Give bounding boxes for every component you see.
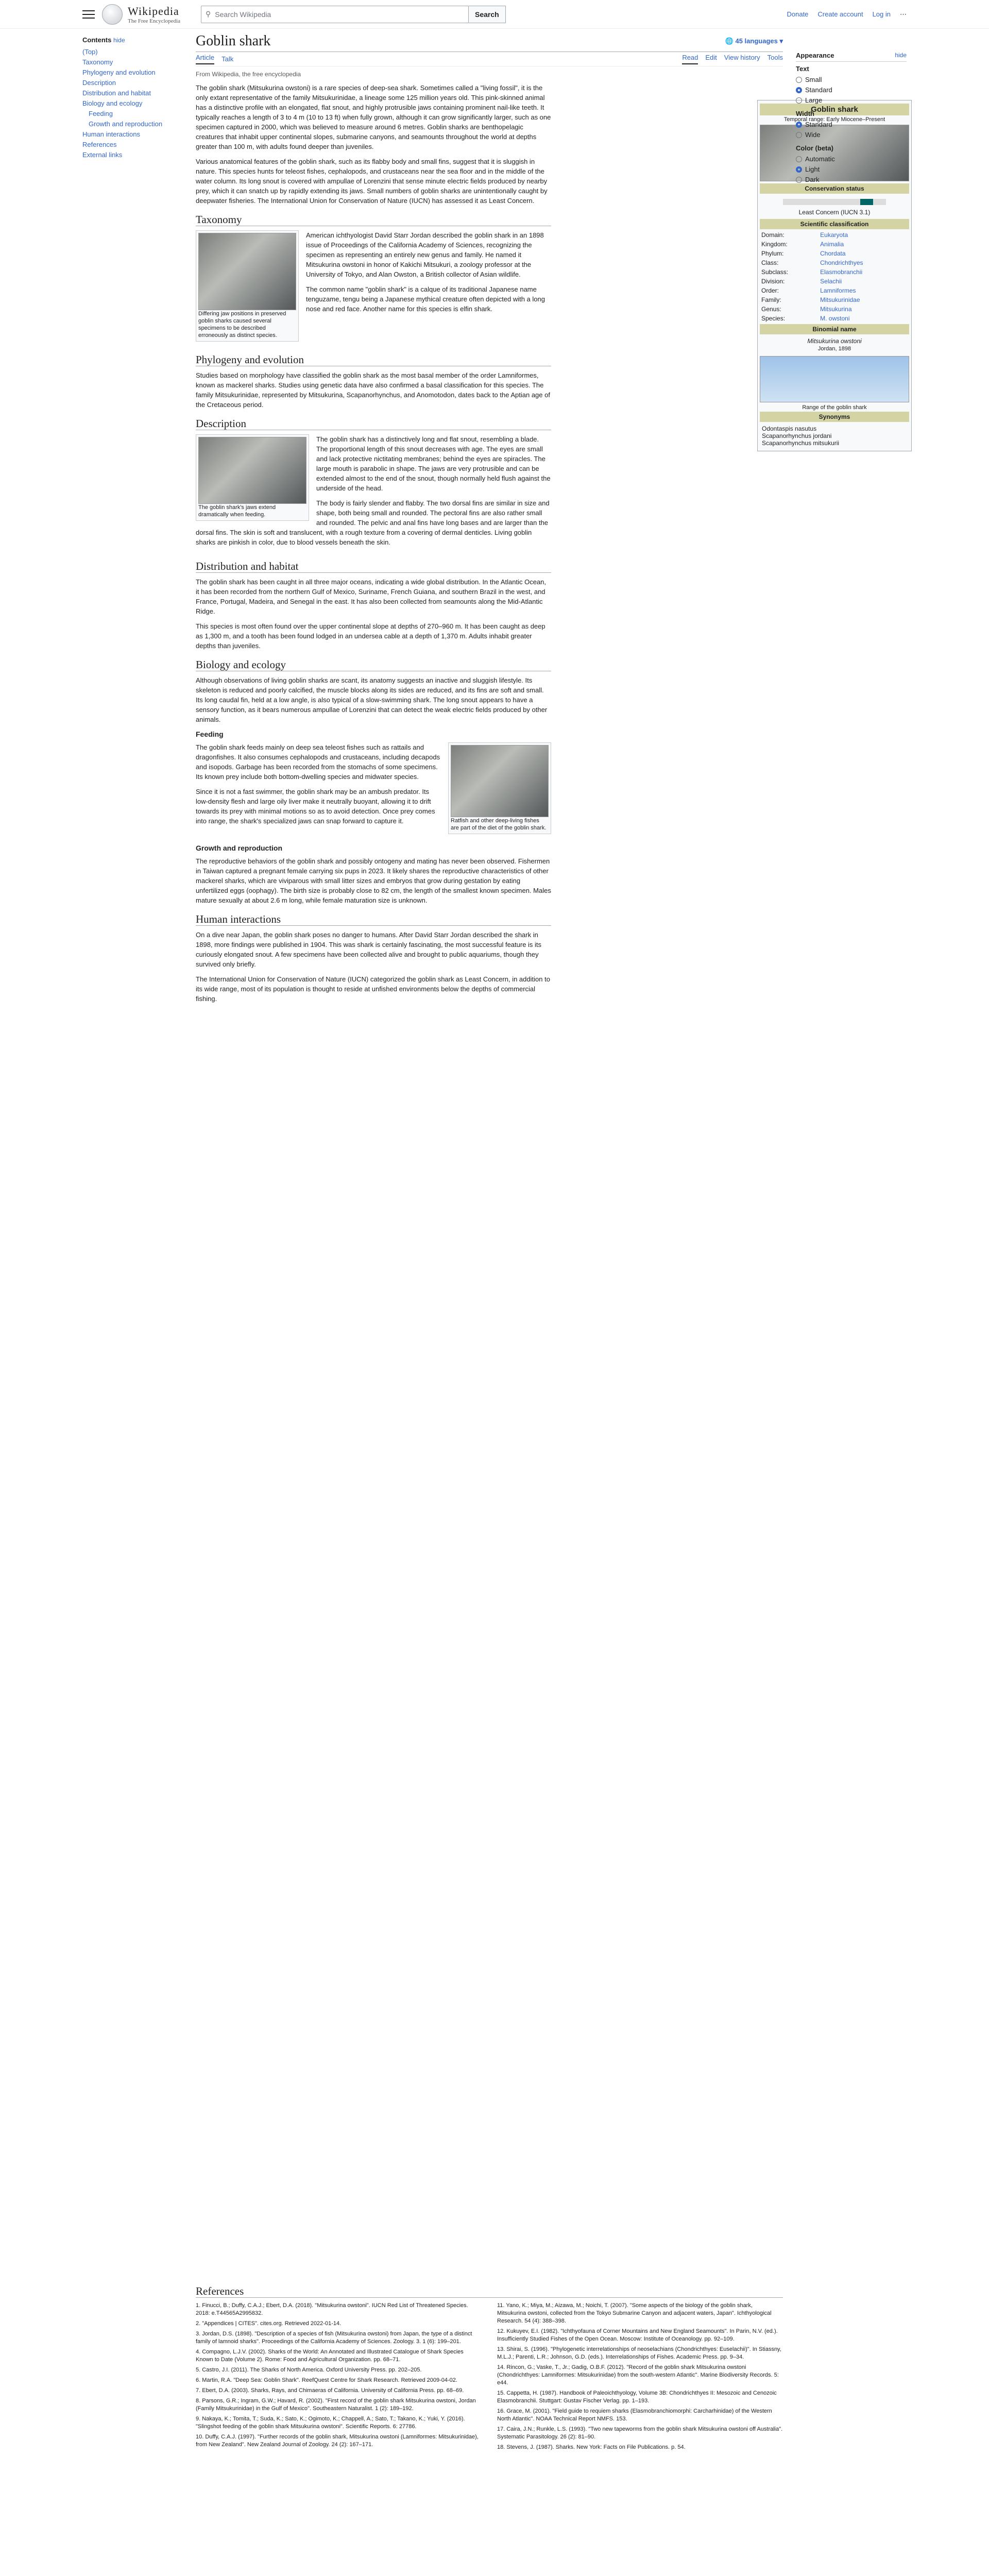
reference-text[interactable]: Nakaya, K.; Tomita, T.; Suda, K.; Sato, K.; Ogimoto, K.; Chappell, A.; Sato, T.; Takano, K.; Yuki, Y. (2016). "Slingshot feeding of the goblin shark Mitsukurina owstoni". Scientific Reports. 6: 27786. xyxy=(196,2416,465,2430)
search-placeholder: Search Wikipedia xyxy=(215,10,271,19)
radio-icon xyxy=(796,77,802,83)
classification-row xyxy=(760,267,909,277)
rank-label: Family: xyxy=(761,296,781,303)
reference-item: 13. Shirai, S. (1996). "Phylogenetic interrelationships of neoselachians (Chondrichthyes: Euselachii)". In Stiassny, M.L.J.; Parenti, L.R.; Johnson, G.D. (eds.). Interrelationships of Fishes. Academic Press. pp. 9–34. xyxy=(497,2346,781,2360)
site-header xyxy=(0,0,989,29)
reference-item: 1. Finucci, B.; Duffy, C.A.J.; Ebert, D.A. (2018). "Mitsukurina owstoni". IUCN Red List of Threatened Species. 2018: e.T44565A2995832. xyxy=(196,2302,468,2316)
taxon-link[interactable]: Lamniformes xyxy=(820,287,856,294)
section-heading-feeding: Feeding xyxy=(196,730,224,738)
range-caption: Range of the goblin shark xyxy=(802,404,867,411)
section-heading-human: Human interactions xyxy=(196,914,551,926)
toc-item[interactable]: Growth and reproduction xyxy=(89,120,163,128)
rank-label: Domain: xyxy=(761,231,785,239)
tab-tools[interactable]: Tools xyxy=(767,54,783,61)
reference-text[interactable]: Grace, M. (2001). "Field guide to requiem sharks (Elasmobranchiomorphi: Carcharhinidae) of the Western North Atlantic". NOAA Technical Report NMFS. 153. xyxy=(497,2408,772,2422)
appearance-hide-button[interactable]: hide xyxy=(895,52,907,59)
reference-text[interactable]: Kukuyev, E.I. (1982). "Ichthyofauna of Corner Mountains and New England Seamounts". In Parin, N.V. (ed.). Insufficiently Studied Fishes of the Open Ocean. Moscow: Institute of Oceanology. pp. 92–109. xyxy=(497,2328,778,2342)
reference-text[interactable]: Yano, K.; Miya, M.; Aizawa, M.; Noichi, T. (2007). "Some aspects of the biology of the goblin shark, Mitsukurina owstoni, collected from the Tokyo Submarine Canyon and adjacent waters, Japan". Ichthyological Research. 54 (4): 388–398. xyxy=(497,2302,772,2324)
color-option[interactable] xyxy=(796,164,907,175)
figure-caption: Differing jaw positions in preserved goblin sharks caused several specimens to be described erroneously as distinct species. xyxy=(198,311,286,338)
status-scale-icon xyxy=(783,197,886,207)
option-label: Dark xyxy=(805,176,820,183)
lead-paragraph: Various anatomical features of the goblin shark, such as its flabby body and small fins, suggest that it is sluggish in nature. This species hunts for teleost fishes, cephalopods, and crustaceans near the sea floor and in the middle of the water column. Its long snout is covered with ampullae of Lorenzini that sense minute electric fields produced by nearby prey, which it can snatch up by rapidly extending its jaws. Small numbers of goblin sharks are unintentionally caught by deepwater fisheries. The International Union for Conservation of Nature (IUCN) has assessed it as Least Concern. xyxy=(196,158,548,205)
globe-icon xyxy=(102,4,123,25)
width-option[interactable] xyxy=(796,130,907,140)
distribution-paragraph: The goblin shark has been caught in all three major oceans, indicating a wide global distribution. In the Atlantic Ocean, it has been recorded from the northern Gulf of Mexico, Suriname, French Guiana, and southern Brazil in the west, and France, Portugal, Madeira, and Senegal in the east. It has also been collected from seamounts along the Mid-Atlantic Ridge. xyxy=(196,578,547,615)
main-menu-icon[interactable] xyxy=(82,10,95,19)
taxonomy-figure xyxy=(196,230,299,342)
reference-text[interactable]: Stevens, J. (1987). Sharks. New York: Facts on File Publications. p. 54. xyxy=(506,2444,686,2450)
taxon-link[interactable]: Mitsukurina xyxy=(820,306,852,313)
reference-item: 16. Grace, M. (2001). "Field guide to requiem sharks (Elasmobranchiomorphi: Carcharhinidae) of the Western North Atlantic". NOAA Technical Report NMFS. 153. xyxy=(497,2408,772,2422)
ratfish-image[interactable] xyxy=(451,745,549,817)
biology-paragraph: Although observations of living goblin sharks are scant, its anatomy suggests an inactive and sluggish lifestyle. Its skeleton is reduced and poorly calcified, the muscle blocks along its sides are reduced, and its fins are soft and small. Its long caudal fin, held at a low angle, is also typical of a slow-swimming shark. The long snout appears to have a sensory function, as it bears numerous ampullae of Lorenzini that can detect the weak electric fields produced by other animals. xyxy=(196,676,548,723)
temporal-range: Temporal range: Early Miocene–Present xyxy=(783,116,885,123)
lead-paragraph: The goblin shark (Mitsukurina owstoni) is a rare species of deep-sea shark. Sometimes called a "living fossil", it is the only extant representative of the family Mitsukurinidae, a lineage some 125 million years old. This pink-skinned animal has a distinctive profile with an elongated, flat snout, and highly protrusible jaws containing prominent nail-like teeth. It typically reaches a length of 3 to 4 m (10 to 13 ft) when fully grown, although it can grow significantly larger, such as one specimen captured in 2000, which was believed to measure around 6 metres. Goblin sharks are benthopelagic creatures that inhabit upper continental slopes, submarine canyons, and seamounts throughout the world at depths greater than 100 m, with adults found deeper than juveniles. xyxy=(196,84,551,150)
status-heading: Conservation status xyxy=(760,183,909,194)
binomial-author: Jordan, 1898 xyxy=(817,346,851,352)
synonyms-heading: Synonyms xyxy=(760,412,909,422)
radio-icon xyxy=(796,177,802,183)
synonym-item: Odontaspis nasutus xyxy=(762,425,817,432)
color-option[interactable] xyxy=(796,175,907,185)
classification-row xyxy=(760,277,909,286)
human-paragraph: The International Union for Conservation of Nature (IUCN) categorized the goblin shark as Least Concern, in addition to its wide range, most of its population is thought to reside at unfished environments below the depths of commercial fishing. xyxy=(196,975,550,1003)
rank-label: Species: xyxy=(761,315,786,322)
taxobox-title: Goblin shark xyxy=(760,104,909,115)
reference-item: 3. Jordan, D.S. (1898). "Description of a species of fish (Mitsukurina owstoni) from Japan, the type of a distinct family of lamnoid sharks". Proceedings of the California Academy of Sciences. Zoology. 3. 1 (6): 199–201. xyxy=(196,2331,472,2345)
option-label: Standard xyxy=(805,121,832,128)
rank-label: Order: xyxy=(761,287,779,294)
toc-item[interactable]: Description xyxy=(82,79,116,87)
description-paragraph: The body is fairly slender and flabby. The two dorsal fins are similar in size and shape, both being small and rounded. The pectoral fins are also rather small and rounded. The pelvic and anal fins have long bases and are larger than the dorsal fins. The skin is soft and translucent, with a rough texture from a covering of dermal denticles. Living goblin sharks are pinkish in color, due to blood vessels beneath the skin. xyxy=(196,499,550,546)
rank-label: Phylum: xyxy=(761,250,784,257)
toc-item[interactable]: Distribution and habitat xyxy=(82,89,151,97)
description-paragraph: The goblin shark has a distinctively long and flat snout, resembling a blade. The proportional length of this snout decreases with age. The eyes are small and lack protective nictitating membranes; behind the eyes are spiracles. The large mouth is parabolic in shape. The jaws are very protrusible and can be extended almost to the end of the snout, though normally held flush against the underside of the head. xyxy=(316,435,551,492)
search-button[interactable]: Search xyxy=(469,6,506,23)
appearance-title: Appearance xyxy=(796,52,834,59)
donate-link[interactable]: Donate xyxy=(787,10,809,18)
section-heading-references: References xyxy=(196,2286,783,2298)
radio-icon xyxy=(796,132,802,138)
search-icon: ⚲ xyxy=(206,10,211,18)
classification-row xyxy=(760,304,909,314)
rank-label: Subclass: xyxy=(761,268,789,276)
range-map[interactable] xyxy=(760,356,909,402)
reference-list xyxy=(196,2302,783,2453)
rank-label: Division: xyxy=(761,278,785,285)
page-tagline: From Wikipedia, the free encyclopedia xyxy=(196,71,301,78)
toc-item[interactable]: Phylogeny and evolution xyxy=(82,69,156,76)
reference-text[interactable]: "Appendices | CITES". cites.org. Retrieved 2022-01-14. xyxy=(202,2320,342,2327)
radio-icon xyxy=(796,166,802,173)
rank-label: Kingdom: xyxy=(761,241,788,248)
reference-item: 2. "Appendices | CITES". cites.org. Retrieved 2022-01-14. xyxy=(196,2320,342,2327)
wikipedia-logo[interactable] xyxy=(102,4,180,25)
taxon-link[interactable]: Mitsukurinidae xyxy=(820,296,860,303)
toc-item[interactable]: Biology and ecology xyxy=(82,99,143,107)
synonym-item: Scapanorhynchus jordani xyxy=(762,432,832,439)
article-body xyxy=(196,83,551,1004)
radio-icon xyxy=(796,97,802,104)
reference-item: 14. Rincon, G.; Vaske, T., Jr.; Gadig, O.B.F. (2012). "Record of the goblin shark Mitsukurina owstoni (Chondrichthyes: Lamniformes: Mitsukurinidae) from the south-western Atlantic". Marine Biodiversity Records. 5: e44. xyxy=(497,2364,779,2386)
toc-item[interactable]: (Top) xyxy=(82,48,98,56)
rank-label: Class: xyxy=(761,259,779,266)
figure-caption: Ratfish and other deep-living fishes are part of the diet of the goblin shark. xyxy=(451,818,547,831)
section-heading-distribution: Distribution and habitat xyxy=(196,562,551,573)
logo-tagline: The Free Encyclopedia xyxy=(128,18,181,24)
toc-item[interactable]: Feeding xyxy=(89,110,113,117)
toc-item[interactable]: Human interactions xyxy=(82,130,140,138)
search-input[interactable] xyxy=(201,6,469,23)
reference-item: 9. Nakaya, K.; Tomita, T.; Suda, K.; Sato, K.; Ogimoto, K.; Chappell, A.; Sato, T.; Takano, K.; Yuki, Y. (2016). "Slingshot feeding of the goblin shark Mitsukurina owstoni". Scientific Reports. 6: 27786. xyxy=(196,2416,465,2430)
taxon-link[interactable]: Eukaryota xyxy=(820,231,848,239)
tab-edit[interactable]: Edit xyxy=(705,54,717,61)
reference-text[interactable]: Parsons, G.R.; Ingram, G.W.; Havard, R. (2002). "First record of the goblin shark Mitsukurina owstoni, Jordan (Family Mitsukurinidae) in the Gulf of Mexico". Southeastern Naturalist. 1 (2): 189–192. xyxy=(196,2398,476,2412)
toc-item[interactable]: Taxonomy xyxy=(82,58,113,66)
color-label: Color (beta) xyxy=(796,144,833,152)
feeding-figure xyxy=(448,742,551,834)
text-option[interactable] xyxy=(796,85,907,95)
section-heading-taxonomy: Taxonomy xyxy=(196,215,551,226)
radio-icon xyxy=(796,156,802,162)
reference-item: 8. Parsons, G.R.; Ingram, G.W.; Havard, R. (2002). "First record of the goblin shark Mitsukurina owstoni, Jordan (Family Mitsukurinidae) in the Gulf of Mexico". Southeastern Naturalist. 1 (2): 189–192. xyxy=(196,2398,476,2412)
taxon-link[interactable]: Chordata xyxy=(820,250,846,257)
reference-text[interactable]: Cappetta, H. (1987). Handbook of Paleoichthyology, Volume 3B: Chondrichthyes II: Mesozoic and Cenozoic Elasmobranchii. Stuttgart: Gustav Fischer Verlag. pp. 1–193. xyxy=(497,2390,777,2404)
classification-row xyxy=(760,295,909,304)
option-label: Standard xyxy=(805,86,832,94)
tab-history[interactable]: View history xyxy=(724,54,760,61)
radio-icon xyxy=(796,122,802,128)
logo-word: Wikipedia xyxy=(128,4,179,18)
language-button[interactable]: 🌐 45 languages ▾ xyxy=(725,37,783,45)
toc-item[interactable]: References xyxy=(82,141,117,148)
figure-caption: The goblin shark's jaws extend dramatically when feeding. xyxy=(198,504,276,518)
more-options-icon[interactable]: ⋯ xyxy=(900,10,907,18)
option-label: Small xyxy=(805,76,822,83)
option-label: Large xyxy=(805,96,823,104)
reference-item: 15. Cappetta, H. (1987). Handbook of Paleoichthyology, Volume 3B: Chondrichthyes II: Mesozoic and Cenozoic Elasmobranchii. Stuttgart: Gustav Fischer Verlag. pp. 1–193. xyxy=(497,2390,777,2404)
classification-row xyxy=(760,314,909,323)
tab-talk[interactable]: Talk xyxy=(221,55,234,63)
human-paragraph: On a dive near Japan, the goblin shark poses no danger to humans. After David Starr Jordan described the shark in 1898, more findings were published in 1904. This was shark is certainly fascinating, the most successful feature is its curiously elongated snout. A few specimens have been collected alive and brought to public aquariums, though they survived only briefly. xyxy=(196,931,542,968)
table-of-contents xyxy=(82,36,175,160)
feeding-paragraph: Since it is not a fast swimmer, the goblin shark may be an ambush predator. Its low-density flesh and large oily liver make it neutrally buoyant, allowing it to drift towards its prey with minimal motions so as to avoid detection. Once prey comes into range, the shark's specialized jaws can snap forward to capture it. xyxy=(196,788,435,825)
taxonomy-paragraph: The common name "goblin shark" is a calque of its traditional Japanese name tenguzame, tengu being a Japanese mythical creature often depicted with a long nose and red face. Another name for this species is elfin shark. xyxy=(306,285,545,313)
taxon-link[interactable]: Selachii xyxy=(820,278,842,285)
reference-item: 11. Yano, K.; Miya, M.; Aizawa, M.; Noichi, T. (2007). "Some aspects of the biology of the goblin shark, Mitsukurina owstoni, collected from the Tokyo Submarine Canyon and adjacent waters, Japan". Ichthyological Research. 54 (4): 388–398. xyxy=(497,2302,772,2324)
section-heading-growth: Growth and reproduction xyxy=(196,844,282,852)
toc-title: Contents xyxy=(82,36,112,44)
option-label: Light xyxy=(805,165,820,173)
reference-text[interactable]: Duffy, C.A.J. (1997). "Further records of the goblin shark, Mitsukurina owstoni (Lamniformes: Mitsukurinidae), from New Zealand". New Zealand Journal of Zoology. 24 (2): 167–171. xyxy=(196,2434,479,2448)
reference-text[interactable]: Castro, J.I. (2011). The Sharks of North America. Oxford University Press. pp. 202–205. xyxy=(202,2367,422,2373)
reference-text[interactable]: Caira, J.N.; Runkle, L.S. (1993). "Two new tapeworms from the goblin shark Mitsukurina owstoni off Australia". Systematic Parasitology. 26 (2): 81–90. xyxy=(497,2426,783,2440)
phylogeny-paragraph: Studies based on morphology have classified the goblin shark as the most basal member of the order Lamniformes, known as mackerel sharks. Studies using genetic data have also confirmed a basal classification for this species. The family Mitsukurinidae, represented by Mitsukurina, Scapanorhynchus, and Anomotodon, dates back to the Aptian age of the Cretaceous period. xyxy=(196,371,550,409)
reference-text[interactable]: Finucci, B.; Duffy, C.A.J.; Ebert, D.A. (2018). "Mitsukurina owstoni". IUCN Red List of Threatened Species. 2018: e.T44565A2995832. xyxy=(196,2302,468,2316)
reference-text[interactable]: Jordan, D.S. (1898). "Description of a species of fish (Mitsukurina owstoni) from Japan, the type of a distinct family of lamnoid sharks". Proceedings of the California Academy of Sciences. Zoology. 3. 1 (6): 199–201. xyxy=(196,2331,472,2345)
description-figure xyxy=(196,434,309,521)
synonym-item: Scapanorhynchus mitsukurii xyxy=(762,439,840,447)
binomial-name: Mitsukurina owstoni xyxy=(807,337,862,345)
create-account-link[interactable]: Create account xyxy=(817,10,863,18)
classification-heading: Scientific classification xyxy=(760,219,909,229)
option-label: Wide xyxy=(805,131,821,139)
reference-item: 17. Caira, J.N.; Runkle, L.S. (1993). "Two new tapeworms from the goblin shark Mitsukurina owstoni off Australia". Systematic Parasitology. 26 (2): 81–90. xyxy=(497,2426,783,2440)
feeding-paragraph: The goblin shark feeds mainly on deep sea teleost fishes such as rattails and dragonfishes. It also consumes cephalopods and crustaceans, including decapods and isopods. Garbage has been recorded from the stomachs of some specimens. Its known prey include both bottom-dwelling species and midwater species. xyxy=(196,743,440,781)
section-heading-biology: Biology and ecology xyxy=(196,660,551,671)
page-title: Goblin shark xyxy=(196,33,271,49)
reference-text[interactable]: Compagno, L.J.V. (2002). Sharks of the World: An Annotated and Illustrated Catalogue of Shark Species Known to Date (Volume 2). Rome: Food and Agricultural Organization. pp. 68–71. xyxy=(196,2349,464,2363)
classification-row xyxy=(760,249,909,258)
reference-item: 5. Castro, J.I. (2011). The Sharks of North America. Oxford University Press. pp. 202–205. xyxy=(196,2367,422,2373)
references-section xyxy=(196,2277,783,2453)
status-text: Least Concern (IUCN 3.1) xyxy=(798,209,871,216)
reference-item: 18. Stevens, J. (1987). Sharks. New York: Facts on File Publications. p. 54. xyxy=(497,2444,686,2450)
tab-read[interactable]: Read xyxy=(682,54,698,64)
goblin-shark-image[interactable] xyxy=(198,437,306,504)
taxon-link[interactable]: M. owstoni xyxy=(820,315,850,322)
text-option[interactable] xyxy=(796,75,907,85)
preserved-shark-image[interactable] xyxy=(198,233,296,310)
binomial-heading: Binomial name xyxy=(760,324,909,334)
taxon-link[interactable]: Elasmobranchii xyxy=(820,268,863,276)
language-count: 45 languages xyxy=(735,37,778,45)
radio-icon xyxy=(796,87,802,93)
reference-text[interactable]: Martin, R.A. "Deep Sea: Goblin Shark". ReefQuest Centre for Shark Research. Retrieved 2009-04-02. xyxy=(202,2377,457,2383)
width-option[interactable] xyxy=(796,120,907,130)
reference-text[interactable]: Ebert, D.A. (2003). Sharks, Rays, and Chimaeras of California. University of California Press. pp. 68–69. xyxy=(202,2387,464,2394)
section-heading-phylogeny: Phylogeny and evolution xyxy=(196,355,551,366)
section-heading-description: Description xyxy=(196,419,551,430)
reference-item: 7. Ebert, D.A. (2003). Sharks, Rays, and Chimaeras of California. University of California Press. pp. 68–69. xyxy=(196,2387,464,2394)
login-link[interactable]: Log in xyxy=(872,10,891,18)
taxon-link[interactable]: Chondrichthyes xyxy=(820,259,863,266)
reference-item: 6. Martin, R.A. "Deep Sea: Goblin Shark". ReefQuest Centre for Shark Research. Retrieved 2009-04-02. xyxy=(196,2377,457,2383)
classification-row xyxy=(760,258,909,267)
taxon-link[interactable]: Animalia xyxy=(820,241,844,248)
option-label: Automatic xyxy=(805,155,835,163)
color-option[interactable] xyxy=(796,154,907,164)
reference-text[interactable]: Rincon, G.; Vaske, T., Jr.; Gadig, O.B.F. (2012). "Record of the goblin shark Mitsukurina owstoni (Chondrichthyes: Lamniformes: Mitsukurinidae) from the south-western Atlantic". Marine Biodiversity Records. 5: e44. xyxy=(497,2364,779,2386)
toc-hide-button[interactable]: hide xyxy=(113,37,125,44)
reference-item: 12. Kukuyev, E.I. (1982). "Ichthyofauna of Corner Mountains and New England Seamounts". In Parin, N.V. (ed.). Insufficiently Studied Fishes of the Open Ocean. Moscow: Institute of Oceanology. pp. 92–109. xyxy=(497,2328,778,2342)
classification-row xyxy=(760,240,909,249)
reference-item: 10. Duffy, C.A.J. (1997). "Further records of the goblin shark, Mitsukurina owstoni (Lamniformes: Mitsukurinidae), from New Zealand". New Zealand Journal of Zoology. 24 (2): 167–171. xyxy=(196,2434,479,2448)
width-label: Width xyxy=(796,110,814,117)
distribution-paragraph: This species is most often found over the upper continental slope at depths of 270–960 m. It has been caught as deep as 1,300 m, and a tooth has been found lodged in an undersea cable at a depth of 1,370 m. Adults inhabit greater depths than juveniles. xyxy=(196,622,545,650)
growth-paragraph: The reproductive behaviors of the goblin shark and possibly ontogeny and mating has never been observed. Fishermen in Taiwan captured a pregnant female carrying six pups in 2023. It likely shares the reproductive characteristics of other mackerel sharks, which are viviparous with small litter sizes and embryos that grow during gestation by eating unfertilized eggs (oophagy). The birth size is probably close to 82 cm, the length of the smallest known specimen. Males mature sexually at about 2.6 m long, while female maturation size is unknown. xyxy=(196,857,551,904)
rank-label: Genus: xyxy=(761,306,781,313)
classification-row xyxy=(760,230,909,240)
tab-article[interactable]: Article xyxy=(196,54,214,64)
classification-table xyxy=(760,230,909,323)
taxonomy-paragraph: American ichthyologist David Starr Jordan described the goblin shark in an 1898 issue of Proceedings of the California Academy of Sciences, recognizing the specimen as representing an entirely new genus and family. He named it Mitsukurina owstoni in honor of Kakichi Mitsukuri, a zoology professor at the University of Tokyo, and Alan Owston, a British collector of Asian wildlife. xyxy=(306,231,544,278)
toc-item[interactable]: External links xyxy=(82,151,123,159)
classification-row xyxy=(760,286,909,295)
appearance-panel xyxy=(796,52,907,185)
synonyms-list xyxy=(760,423,909,449)
text-option[interactable] xyxy=(796,95,907,106)
reference-text[interactable]: Shirai, S. (1996). "Phylogenetic interrelationships of neoselachians (Chondrichthyes: Euselachii)". In Stiassny, M.L.J.; Parenti, L.R.; Johnson, G.D. (eds.). Interrelationships of Fishes. Academic Press. pp. 9–34. xyxy=(497,2346,781,2360)
reference-item: 4. Compagno, L.J.V. (2002). Sharks of the World: An Annotated and Illustrated Catalogue of Shark Species Known to Date (Volume 2). Rome: Food and Agricultural Organization. pp. 68–71. xyxy=(196,2349,464,2363)
text-size-label: Text xyxy=(796,65,809,73)
conservation-status xyxy=(760,195,909,218)
